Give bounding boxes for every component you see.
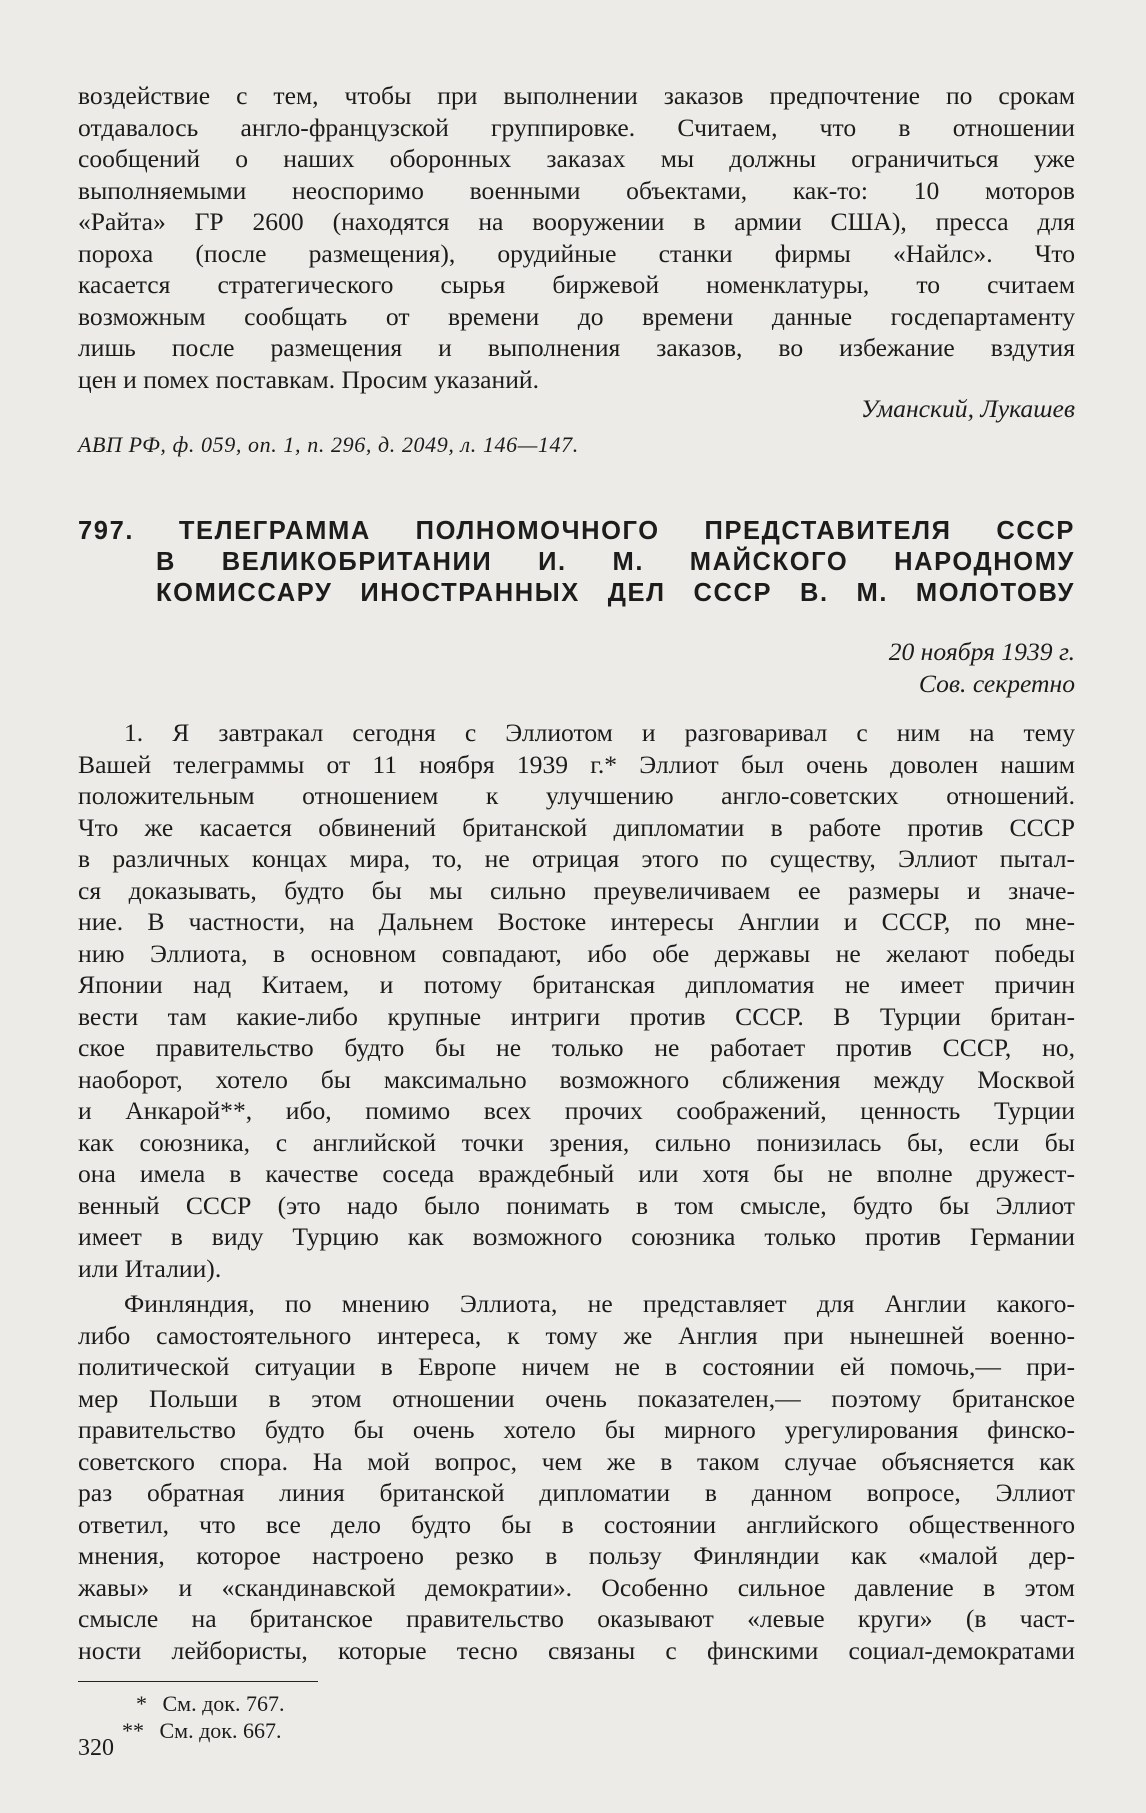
footnote-text: См. док. 767.: [162, 1691, 285, 1716]
text-line: либо самостоятельного интереса, к тому же Англия при нынешней военно-: [78, 1320, 1075, 1350]
intro-text: [78, 80, 1075, 395]
intro-paragraph: [78, 80, 1075, 395]
text-line: цен и помех поставкам. Просим указаний.: [78, 364, 540, 394]
footnote-rule: [78, 1681, 318, 1682]
text-line: возможным сообщать от времени до времени данные госдепартаменту: [78, 301, 1075, 331]
text-line: раз обратная линия британской дипломатии в данном вопросе, Эллиот: [78, 1478, 1075, 1507]
text-line: жавы» и «скандинавской демократии». Особенно сильное давление в этом: [78, 1572, 1075, 1602]
text-line: Что же касается обвинений британской дипломатии в работе против СССР: [78, 812, 1075, 842]
classification: Сов. секретно: [918, 669, 1075, 698]
text-line: Вашей телеграммы от 11 ноября 1939 г.* Эллиот был очень доволен нашим: [78, 749, 1075, 779]
text-line: выполняемыми неоспоримо военными объектами, как-то: 10 моторов: [78, 175, 1075, 205]
text-line: вести там какие-либо крупные интриги против СССР. В Турции британ-: [78, 1001, 1075, 1031]
text-line: положительным отношением к улучшению англо-советских отношений.: [78, 781, 1075, 810]
footnote-1: [136, 1690, 284, 1718]
text-line: нию Эллиота, в основном совпадают, ибо обе державы не желают победы: [78, 938, 1075, 968]
text-line: имеет в виду Турцию как возможного союзника только против Германии: [78, 1222, 1075, 1251]
paragraph-text: [78, 717, 1075, 1284]
text-line: политической ситуации в Европе ничем не в состоянии ей помочь,— при-: [78, 1352, 1075, 1381]
paragraph-text: [78, 1288, 1075, 1666]
text-line: воздействие с тем, чтобы при выполнении заказов предпочтение по срокам: [78, 81, 1075, 110]
text-line: правительство будто бы очень хотело бы мирного урегулирования финско-: [78, 1415, 1075, 1444]
text-line: венный СССР (это надо было понимать в том смысле, будто бы Эллиот: [78, 1190, 1075, 1220]
text-line: пороха (после размещения), орудийные станки фирмы «Найлс». Что: [78, 238, 1075, 268]
footnote-text: См. док. 667.: [159, 1718, 282, 1743]
signature: Уманский, Лукашев: [860, 394, 1075, 423]
text-line: и Анкарой**, ибо, помимо всех прочих соображений, ценность Турции: [78, 1096, 1075, 1125]
footnote-mark: **: [122, 1718, 144, 1743]
paragraph-1: [78, 717, 1075, 1284]
paragraph-2: [78, 1288, 1075, 1666]
footnote-2: [122, 1717, 281, 1745]
page-number: 320: [78, 1735, 114, 1761]
footnote-mark: *: [136, 1691, 147, 1716]
text-line: она имела в качестве соседа враждебный или хотя бы не вполне дружест-: [78, 1159, 1075, 1188]
text-line: в различных концах мира, то, не отрицая этого по существу, Эллиот пытал-: [78, 844, 1075, 873]
document-date: 20 ноября 1939 г.: [888, 637, 1075, 666]
text-line: ся доказывать, будто бы мы сильно преувеличиваем ее размеры и значе-: [78, 875, 1075, 905]
text-line: ответил, что все дело будто бы в состоянии английского общественного: [78, 1509, 1075, 1539]
text-line: ности лейбористы, которые тесно связаны с финскими социал-демократами: [78, 1635, 1075, 1665]
text-line: «Райта» ГР 2600 (находятся на вооружении в армии США), пресса для: [78, 207, 1075, 236]
text-line: сообщений о наших оборонных заказах мы должны ограничиться уже: [78, 144, 1075, 173]
text-line: наоборот, хотело бы максимально возможного сближения между Москвой: [78, 1064, 1075, 1094]
text-line: мнения, которое настроено резко в пользу Финляндии как «малой дер-: [78, 1541, 1075, 1570]
heading-line: 797. ТЕЛЕГРАММА ПОЛНОМОЧНОГО ПРЕДСТАВИТЕЛЯ СССР: [78, 517, 1075, 545]
text-line: 1. Я завтракал сегодня с Эллиотом и разговаривал с ним на тему: [124, 718, 1075, 747]
heading-line: В ВЕЛИКОБРИТАНИИ И. М. МАЙСКОГО НАРОДНОМУ: [156, 548, 1075, 576]
text-line: или Италии).: [78, 1253, 222, 1283]
text-line: как союзника, с английской точки зрения, сильно понизилась бы, если бы: [78, 1127, 1075, 1157]
text-line: мер Польши в этом отношении очень показателен,— поэтому британское: [78, 1383, 1075, 1413]
text-line: отдавалось англо-французской группировке. Считаем, что в отношении: [78, 112, 1075, 142]
text-line: Финляндия, по мнению Эллиота, не представляет для Англии какого-: [124, 1289, 1075, 1318]
text-line: лишь после размещения и выполнения заказов, во избежание вздутия: [78, 333, 1075, 362]
text-line: касается стратегического сырья биржевой номенклатуры, то считаем: [78, 270, 1075, 299]
archive-source: АВП РФ, ф. 059, оп. 1, п. 296, д. 2049, л. 146—147.: [78, 432, 579, 457]
document-heading: [78, 516, 1075, 609]
heading-line: КОМИССАРУ ИНОСТРАННЫХ ДЕЛ СССР В. М. МОЛОТОВУ: [156, 579, 1075, 607]
text-line: Японии над Китаем, и потому британская дипломатия не имеет причин: [78, 970, 1075, 999]
text-line: смысле на британское правительство оказывают «левые круги» (в част-: [78, 1604, 1075, 1633]
text-line: советского спора. На мой вопрос, чем же в таком случае объясняется как: [78, 1446, 1075, 1476]
text-line: ское правительство будто бы не только не работает против СССР, но,: [78, 1033, 1075, 1062]
text-line: ние. В частности, на Дальнем Востоке интересы Англии и СССР, по мне-: [78, 907, 1075, 936]
